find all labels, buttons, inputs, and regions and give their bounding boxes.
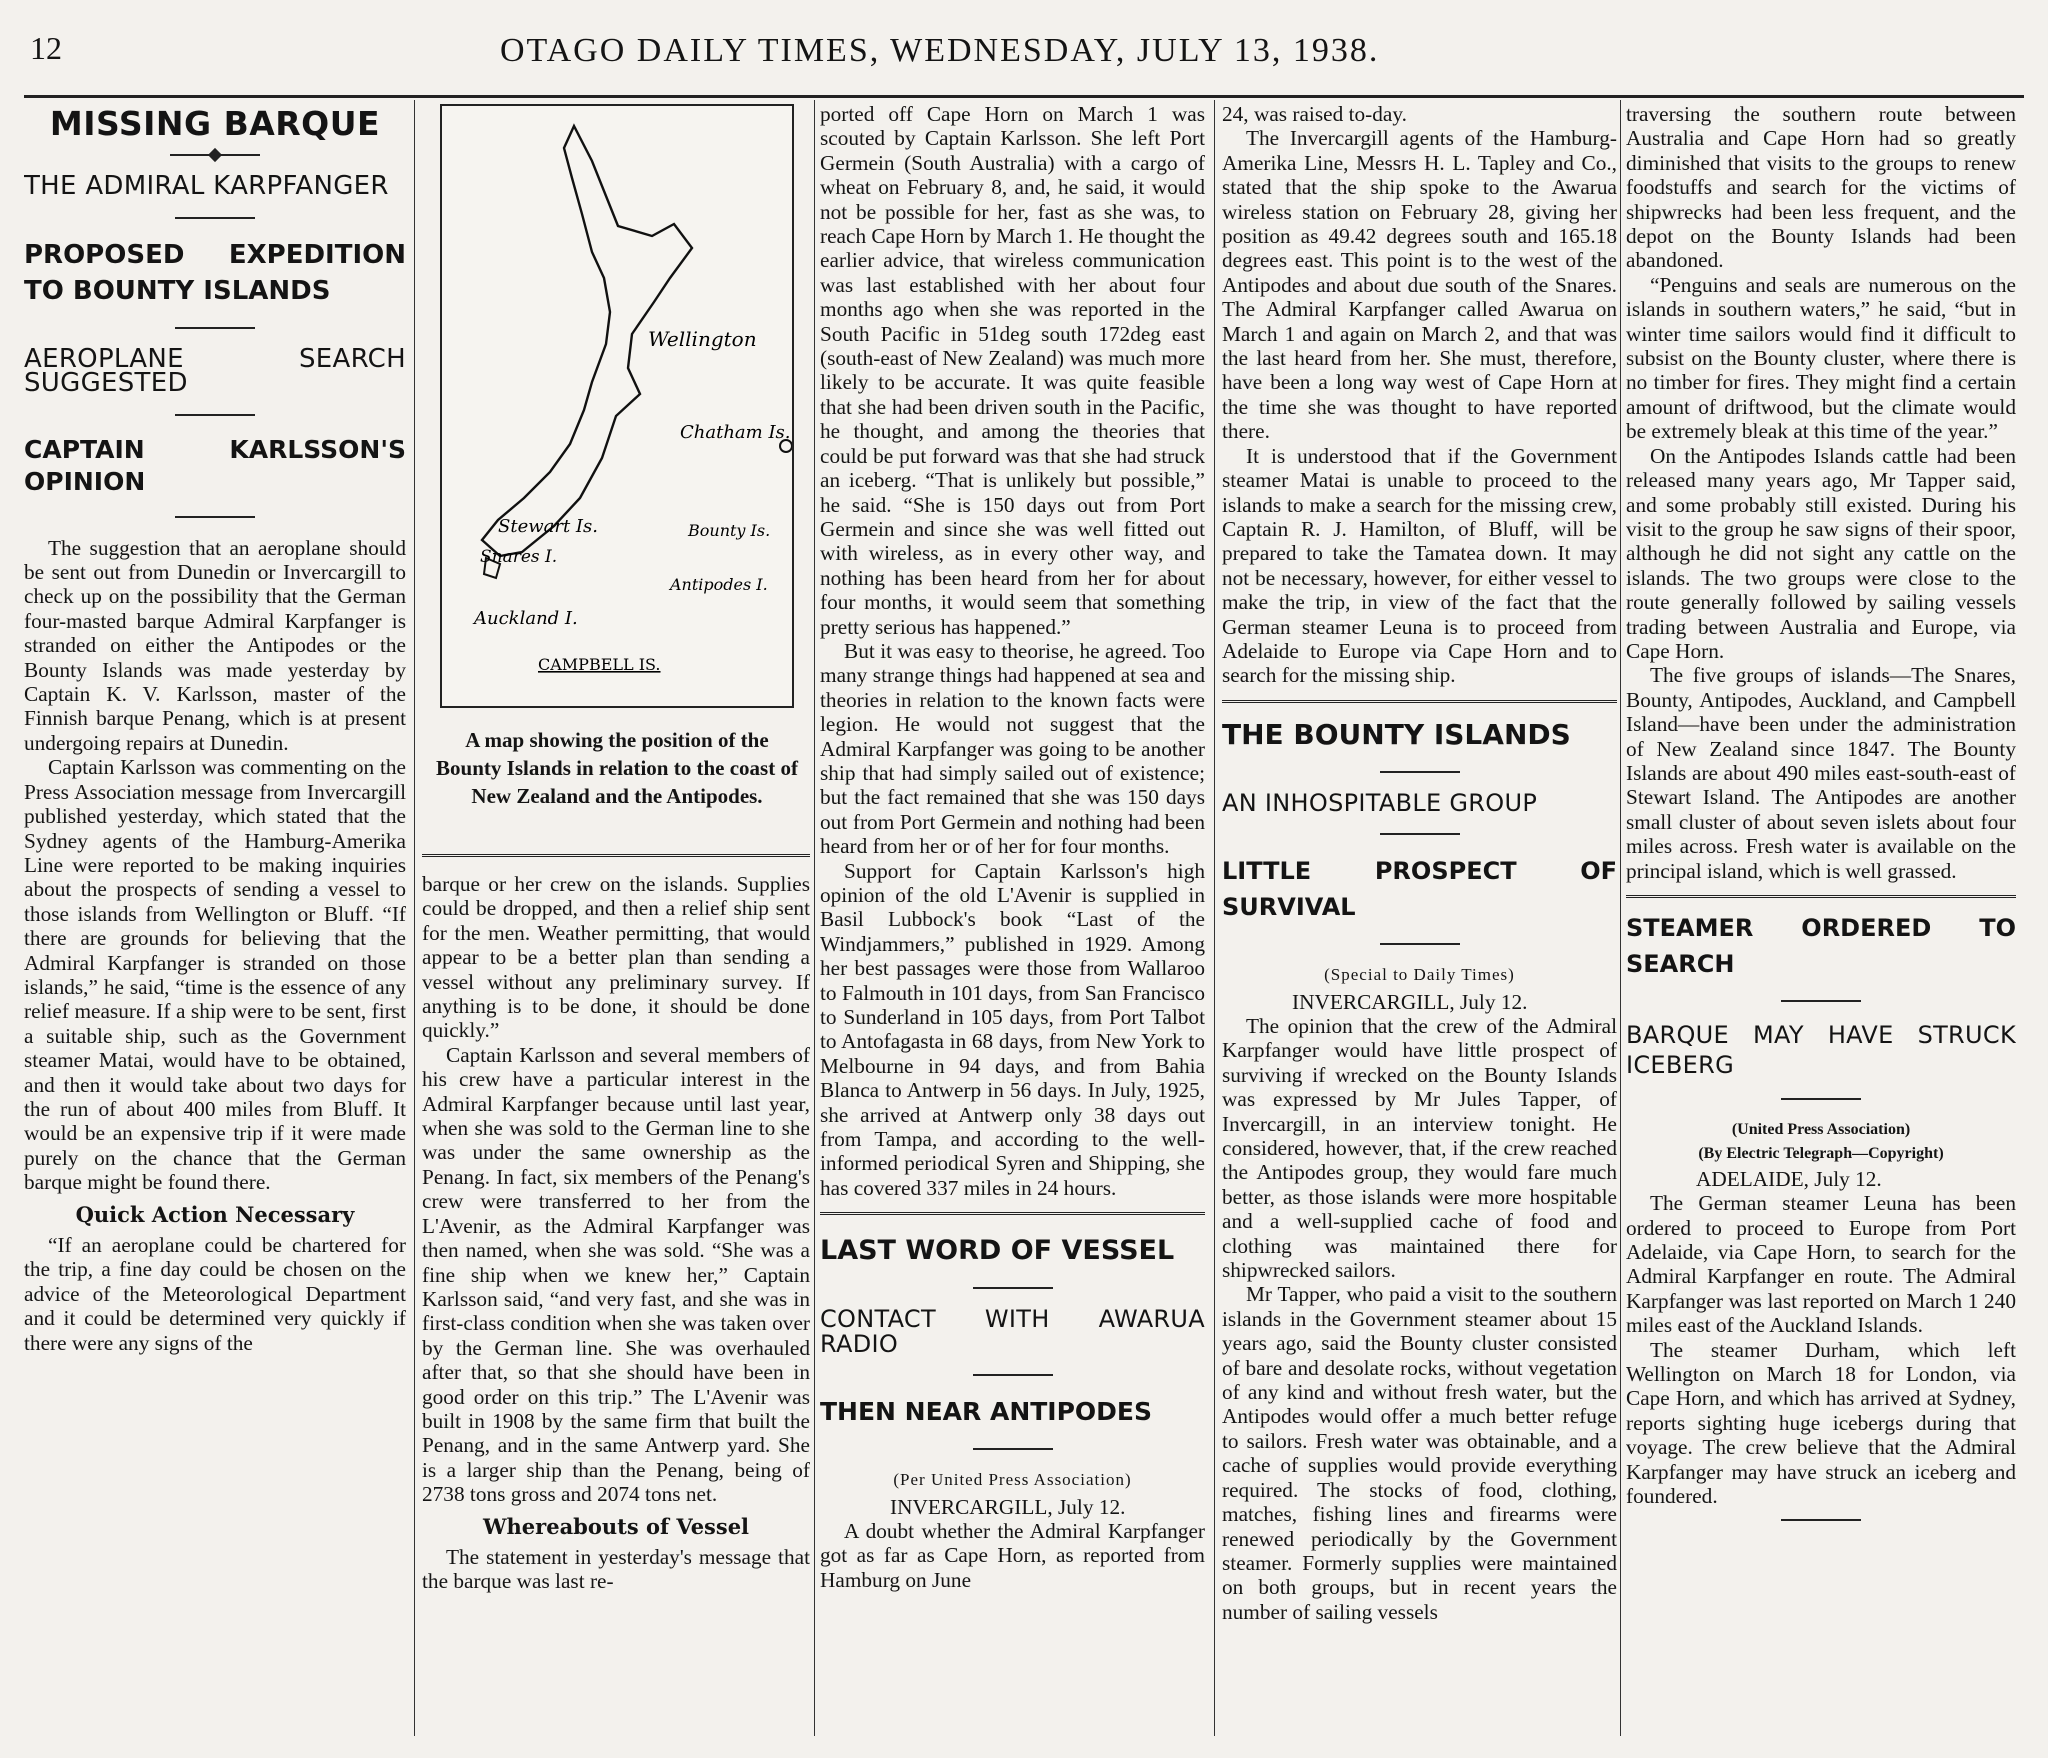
deck-aeroplane-search: AEROPLANE SEARCH SUGGESTED <box>24 343 406 399</box>
wire-credit: (United Press Association) <box>1731 1121 1911 1138</box>
deck-contact-awarua: CONTACT WITH AWARUA RADIO <box>820 1305 1205 1358</box>
column-2 <box>422 102 810 1732</box>
article-paragraph: 24, was raised to-day. <box>1222 102 1407 126</box>
article-paragraph: “If an aeroplane could be chartered for the trip, a fine day could be chosen on the advice of the Meteorological Department and it could be determined very quickly if there were any signs of the <box>24 1233 406 1355</box>
subheading: Quick Action Necessary <box>75 1201 355 1227</box>
map-label-antipodes: Antipodes I. <box>670 575 768 594</box>
dash-rule <box>1781 1000 1861 1002</box>
dash-rule <box>175 217 255 219</box>
dash-rule <box>1380 833 1460 835</box>
masthead-rule <box>24 95 2024 98</box>
article-paragraph: But it was easy to theorise, he agreed. Too many strange things had happened at sea and theories in relation to the known facts were legion. He would not suggest that the Admiral Karpfanger was going to be another ship that had simply sailed out of existence; but the fact remained that she was 150 days out from Port Germein and nothing had been heard from her or of her for four months. <box>820 638 1205 859</box>
headline-missing-barque: MISSING BARQUE <box>49 104 381 143</box>
map-label-chatham: Chatham Is. <box>680 422 791 443</box>
dateline: INVERCARGILL, July 12. <box>1292 989 1528 1014</box>
article-paragraph: The statement in yesterday's message that the barque was last re- <box>422 1544 810 1594</box>
dash-rule <box>973 1287 1053 1289</box>
article-paragraph: The five groups of islands—The Snares, Bounty, Antipodes, Auckland, and Campbell Island—have been under the administration of New Zealand since 1847. The Bounty Islands are about 490 miles east-south-east of Stewart Island. The Antipodes are another small cluster of about seven islets about four miles across. Fresh water is available on the principal island, which is well grassed. <box>1626 663 2016 883</box>
column-1 <box>24 102 406 1732</box>
dash-rule <box>175 414 255 416</box>
column-5 <box>1626 102 2016 1732</box>
article-paragraph: “Penguins and seals are numerous on the islands in southern waters,” he said, “but in winter time sailors would find it difficult to subsist on the Bounty cluster, where there is no timber for fires. They might find a certain amount of driftwood, but the climate would be extremely bleak at this time of the year.” <box>1626 272 2016 444</box>
dateline: INVERCARGILL, July 12. <box>890 1494 1126 1519</box>
article-paragraph: On the Antipodes Islands cattle had been released many years ago, Mr Tapper said, and some probably still existed. During his visit to the group he saw signs of their spoor, although he did not sight any cattle on the islands. The two groups were close to the route generally followed by sailing vessels trading between Australia and Europe, via Cape Horn. <box>1626 443 2016 663</box>
column-4 <box>1222 102 1617 1732</box>
article-paragraph: The Invercargill agents of the Hamburg-Amerika Line, Messrs H. L. Tapley and Co., stated that the ship spoke to the Awarua wireless station on February 28, giving her position as 49.42 degrees south and 165.18 degrees east. This point is to the west of the Antipodes and about due south of the Snares. The Admiral Karpfanger called Awarua on March 1 and again on March 2, and that was the last heard from her. She must, therefore, have been a long way west of Cape Horn at the time she was thought to have reported there. <box>1222 126 1617 444</box>
wire-credit: (Per United Press Association) <box>893 1470 1132 1490</box>
ornament-rule <box>170 154 260 156</box>
headline-last-word: LAST WORD OF VESSEL <box>820 1235 1175 1267</box>
map-figure <box>440 104 794 708</box>
end-rule <box>1781 1519 1861 1521</box>
deck-captain-opinion: CAPTAIN KARLSSON'S OPINION <box>24 434 406 496</box>
newspaper-title: OTAGO DAILY TIMES, WEDNESDAY, JULY 13, 1938. <box>500 32 1380 69</box>
column-3 <box>820 102 1205 1732</box>
article-paragraph: barque or her crew on the islands. Supplies could be dropped, and then a relief ship sent for the men. Weather permitting, that would appear to be a better plan than sending a vessel without any preliminary survey. If anything is to be done, it should be done quickly.” <box>422 872 810 1043</box>
subheading: Whereabouts of Vessel <box>482 1513 750 1539</box>
dash-rule <box>1380 943 1460 945</box>
article-paragraph: It is understood that if the Government steamer Matai is unable to proceed to the islands to make a search for the missing crew, Captain R. J. Hamilton, of Bluff, will be prepared to take the Tamatea down. It may not be necessary, however, for either vessel to make the trip, in view of the fact that the German steamer Leuna is to proceed from Adelaide to Europe via Cape Horn and to search for the missing ship. <box>1222 443 1617 688</box>
dash-rule <box>1781 1098 1861 1100</box>
dash-rule <box>973 1448 1053 1450</box>
copyright-credit: (By Electric Telegraph—Copyright) <box>1698 1145 1944 1163</box>
double-rule <box>1626 895 2016 898</box>
article-paragraph: The opinion that the crew of the Admiral Karpfanger would have little prospect of surviving if wrecked on the Bounty Islands was expressed by Mr Jules Tapper, of Invercargill, in an interview tonight. He considered, however, that, if the crew reached the Antipodes group, they would fare much better, as those islands were more hospitable and a well-supplied cache of food and clothing was maintained there for shipwrecked sailors. <box>1222 1013 1617 1283</box>
map-label-snares: Snares I. <box>480 547 558 567</box>
new-zealand-map <box>442 106 792 706</box>
dateline: ADELAIDE, July 12. <box>1696 1166 1882 1191</box>
article-paragraph: The steamer Durham, which left Wellington on March 18 for London, via Cape Horn, and which has arrived at Sydney, reports sighting huge icebergs during that voyage. The crew believe that the Admiral Karpfanger may have struck an iceberg and foundered. <box>1626 1337 2016 1509</box>
column-rule <box>1620 100 1621 1736</box>
column-rule <box>414 100 415 1736</box>
deck-admiral-karpfanger: THE ADMIRAL KARPFANGER <box>24 171 389 202</box>
article-paragraph: The German steamer Leuna has been ordered to proceed to Europe from Port Adelaide, via Cape Horn, to search for the Admiral Karpfanger en route. The Admiral Karpfanger was last reported on March 1 240 miles east of the Auckland Islands. <box>1626 1191 2016 1338</box>
page-number: 12 <box>30 30 62 66</box>
article-paragraph: The suggestion that an aeroplane should be sent out from Dunedin or Invercargill to check up on the possibility that the German four-masted barque Admiral Karpfanger is stranded on either the Antipodes or the Bounty Islands was made yesterday by Captain K. V. Karlsson, master of the Finnish barque Penang, which is at present undergoing repairs at Dunedin. <box>24 535 406 755</box>
deck-little-prospect: LITTLE PROSPECT OF SURVIVAL <box>1222 857 1617 922</box>
article-paragraph: Captain Karlsson and several members of his crew have a particular interest in the Admiral Karpfanger because until last year, when she was sold to the German line to she was under the same ownership as the Penang. In fact, six members of the Penang's crew were transferred to her from the L'Avenir, as the Admiral Karpfanger was then named, when she was sold. “She was a fine ship when we knew her,” Captain Karlsson said, “and very fast, and she was in first-class condition when she was taken over by the German line. She was overhauled after that, so that she should have been in good order on this trip.” The L'Avenir was built in 1908 by the same firm that built the Penang, and in the same Antwerp yard. She is a larger ship than the Penang, being of 2738 tons gross and 2074 tons net. <box>422 1042 810 1507</box>
headline-steamer-ordered: STEAMER ORDERED TO SEARCH <box>1626 914 2016 978</box>
map-label-bounty: Bounty Is. <box>688 521 771 540</box>
dash-rule <box>1380 771 1460 773</box>
map-caption: A map showing the position of the Bounty Islands in relation to the coast of New Zealand and the Antipodes. <box>436 728 798 808</box>
dash-rule <box>175 516 255 518</box>
column-rule <box>814 100 815 1736</box>
masthead <box>20 22 2030 78</box>
article-paragraph: traversing the southern route between Australia and Cape Horn had so greatly diminished that visits to the groups to renew foodstuffs and search for the victims of shipwrecks had been less frequent, and the depot on the Bounty Islands had been abandoned. <box>1626 102 2016 273</box>
article-paragraph: A doubt whether the Admiral Karpfanger got as far as Cape Horn, as reported from Hamburg on June <box>820 1518 1205 1592</box>
article-paragraph: Captain Karlsson was commenting on the Press Association message from Invercargill published yesterday, which stated that the Sydney agents of the Hamburg-Amerika Line were reported to be making inquiries about the prospects of sending a vessel to those islands from Wellington or Bluff. “If there are grounds for believing that the Admiral Karpfanger is stranded on those islands,” he said, “time is the essence of any relief measure. If a ship were to be sent, first a suitable ship, such as the Government steamer Matai, would have to be obtained, and then it would take about two days for the run of about 400 miles from Bluff. It would be an expensive trip if it were made purely on the chance that the German barque might be found there. <box>24 755 406 1195</box>
map-label-auckland: Auckland I. <box>474 608 578 629</box>
double-rule <box>1222 700 1617 703</box>
double-rule <box>422 854 810 857</box>
column-2-body <box>422 872 810 1594</box>
deck-inhospitable-group: AN INHOSPITABLE GROUP <box>1222 788 1538 817</box>
map-label-wellington: Wellington <box>648 327 757 351</box>
dash-rule <box>175 327 255 329</box>
double-rule <box>820 1212 1205 1215</box>
article-paragraph: ported off Cape Horn on March 1 was scouted by Captain Karlsson. She left Port Germein (South Australia) with a cargo of wheat on February 8, and, he said, it would not be possible for her, fast as she was, to reach Cape Horn by March 1. He thought the earlier advice, that wireless communication was last established with her about four months ago when she was reported in the South Pacific in 51deg south 172deg east (south-east of New Zealand) was much more likely to be accurate. It was quite feasible that she had been driven south in the Pacific, he thought, and among the theories that could be put forward was that she had struck an iceberg. “That is unlikely but possible,” he said. “She is 150 days out from Port Germein and since she was well fitted out with wireless, as in every other way, and nothing has been heard from her for about four months, it would seem that something pretty serious has happened.” <box>820 102 1205 639</box>
special-credit: (Special to Daily Times) <box>1324 965 1515 985</box>
deck-proposed-expedition: PROPOSED EXPEDITION TO BOUNTY ISLANDS <box>24 239 406 306</box>
article-paragraph: Mr Tapper, who paid a visit to the southern islands in the Government steamer about 15 years ago, said the Bounty cluster consisted of bare and desolate rocks, without vegetation of any kind and without fresh water, but the Antipodes would offer a much better refuge to sailors. Fresh water was obtainable, and a cache of supplies would provide everything required. The stocks of food, clothing, matches, fishing lines and firearms were renewed periodically by the Government steamer. Formerly supplies were maintained on both groups, but in recent years the number of sailing vessels <box>1222 1282 1617 1624</box>
map-label-stewart: Stewart Is. <box>498 516 598 537</box>
deck-then-near-antipodes: THEN NEAR ANTIPODES <box>820 1397 1153 1427</box>
column-rule <box>1214 100 1215 1736</box>
article-paragraph: Support for Captain Karlsson's high opinion of the old L'Avenir is supplied in Basil Lubbock's book “Last of the Windjammers,” published in 1929. Among her best passages were those from Wallaroo to Falmouth in 101 days, from San Francisco to Sunderland in 105 days, from Port Talbot to Antofagasta in 68 days, from New York to Melbourne in 94 days, and from Bahia Blanca to Antwerp in 56 days. In July, 1925, she arrived at Antwerp only 38 days out from Tampa, and according to the well-informed periodical Syren and Shipping, she has covered 337 miles in 24 hours. <box>820 858 1205 1200</box>
deck-barque-iceberg: BARQUE MAY HAVE STRUCK ICEBERG <box>1626 1021 2016 1079</box>
map-label-campbell: CAMPBELL IS. <box>538 655 661 674</box>
dash-rule <box>973 1374 1053 1376</box>
headline-bounty-islands: THE BOUNTY ISLANDS <box>1222 717 1571 751</box>
